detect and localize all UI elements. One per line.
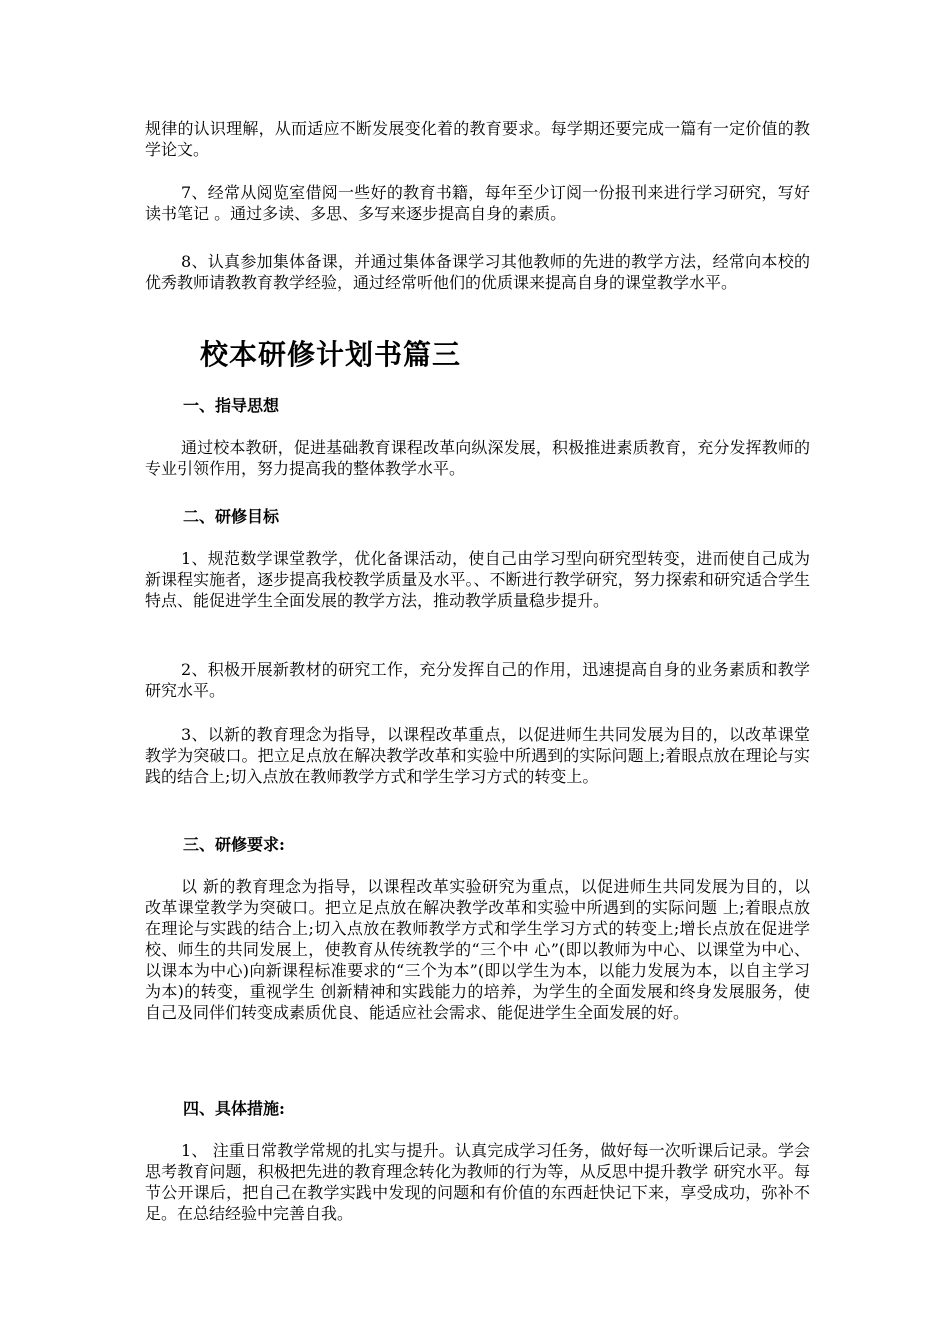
goal-3-paragraph: 3、以新的教育理念为指导，以课程改革重点，以促进师生共同发展为目的，以改革课堂教学为突破口。把立足点放在解决教学改革和实验中所遇到的实际问题上;着眼点放在理论与实践的结合上;切入点放在教师教学方式和学生学习方式的转变上。 — [145, 725, 810, 786]
document-title: 校本研修计划书篇三 — [200, 338, 462, 371]
measure-1-paragraph: 1、 注重日常教学常规的扎实与提升。认真完成学习任务，做好每一次听课后记录。学会思考教育问题，积极把先进的教育理念转化为教师的行为等，从反思中提升教学 研究水平。每节公开课后，把自己在教学实践中发现的问题和有价值的东西赶快记下来，享受成功，弥补不足。在总结经验中完善自我。 — [145, 1141, 810, 1223]
item-7-paragraph: 7、经常从阅览室借阅一些好的教育书籍，每年至少订阅一份报刊来进行学习研究，写好 读书笔记 。通过多读、多思、多写来逐步提高自身的素质。 — [145, 183, 810, 223]
guiding-thought-paragraph: 通过校本教研，促进基础教育课程改革向纵深发展，积极推进素质教育，充分发挥教师的专业引领作用，努力提高我的整体教学水平。 — [145, 438, 810, 478]
goal-1-paragraph: 1、规范数学课堂教学，优化备课活动，使自己由学习型向研究型转变，进而使自己成为新课程实施者，逐步提高我校教学质量及水平。、不断进行教学研究，努力探索和研究适合学生特点、能促进学生全面发展的教学方法，推动教学质量稳步提升。 — [145, 549, 810, 610]
section-heading-guiding-thought: 一、指导思想 — [183, 396, 280, 415]
section-heading-goals: 二、研修目标 — [183, 507, 280, 526]
goal-2-paragraph: 2、积极开展新教材的研究工作，充分发挥自己的作用，迅速提高自身的业务素质和教学研究水平。 — [145, 660, 810, 700]
section-heading-measures: 四、具体措施: — [183, 1099, 285, 1118]
continued-paragraph: 规律的认识理解，从而适应不断发展变化着的教育要求。每学期还要完成一篇有一定价值的教学论文。 — [145, 119, 810, 159]
item-8-paragraph: 8、认真参加集体备课，并通过集体备课学习其他教师的先进的教学方法，经常向本校的优秀教师请教教育教学经验，通过经常听他们的优质课来提高自身的课堂教学水平。 — [145, 252, 810, 292]
requirements-paragraph: 以 新的教育理念为指导，以课程改革实验研究为重点，以促进师生共同发展为目的，以改革课堂教学为突破口。把立足点放在解决教学改革和实验中所遇到的实际问题 上;着眼点放在理论与实践的结合上;切入点放在教师教学方式和学生学习方式的转变上;增长点放在促进学校、师生的共同发展上，使教育从传统教学的“三个中 心”(即以教师为中心、以课堂为中心、以课本为中心)向新课程标准要求的“三个为本”(即以学生为本，以能力发展为本，以自主学习为本)的转变，重视学生 创新精神和实践能力的培养，为学生的全面发展和终身发展服务，使自己及同伴们转变成素质优良、能适应社会需求、能促进学生全面发展的好。 — [145, 877, 810, 1022]
section-heading-requirements: 三、研修要求: — [183, 835, 285, 854]
